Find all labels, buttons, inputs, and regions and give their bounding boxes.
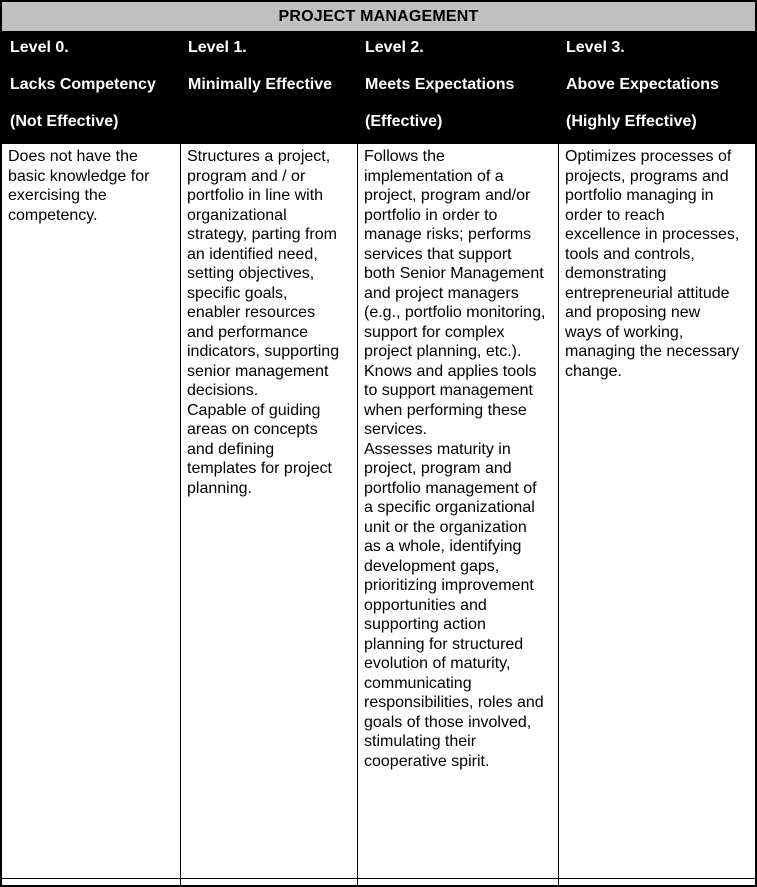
level-0-name: Lacks Competency: [10, 76, 156, 93]
header-cell-level-2: [357, 32, 558, 144]
stub-cell: [2, 879, 180, 885]
paragraph: Assesses maturity in project, program and portfolio management of a specific organizational unit or the organization as a whole, identifying development gaps, prioritizing improvement opportunities and supporting action planning for structured evolution of maturity, communicating responsibilities, roles and goals of those involved, stimulating their cooperative spirit.: [364, 440, 544, 770]
paragraph: Does not have the basic knowledge for exercising the competency.: [8, 148, 150, 224]
paragraph: Structures a project, program and / or portfolio in line with organizational strategy, parting from an identified need, setting objectives, specific goals, enabler resources and performance indicators, supporting senior management decisions.: [187, 148, 340, 399]
body-row: [2, 144, 755, 879]
level-2-name: Meets Expectations: [365, 76, 515, 93]
header-cell-level-3: [558, 32, 755, 144]
body-cell-level-0: [2, 144, 180, 878]
table-title-row: [2, 2, 755, 32]
body-cell-level-2: [357, 144, 558, 878]
level-2-qualifier: (Effective): [365, 113, 443, 130]
level-1-label: Level 1.: [188, 39, 247, 56]
table-title: PROJECT MANAGEMENT: [278, 7, 479, 25]
paragraph: Knows and applies tools to support management when performing these services.: [364, 362, 537, 438]
stub-cell: [558, 879, 755, 885]
header-cell-level-1: [180, 32, 357, 144]
body-cell-level-1: [180, 144, 357, 878]
header-cell-level-0: [2, 32, 180, 144]
next-row-stub: [2, 879, 755, 885]
header-row: [2, 32, 755, 144]
paragraph: Optimizes processes of projects, programs and portfolio managing in order to reach excellence in processes, tools and controls, demonstrating entrepreneurial attitude and proposing new ways of working, managing the necessary change.: [565, 148, 740, 380]
stub-cell: [180, 879, 357, 885]
level-3-name: Above Expectations: [566, 76, 719, 93]
body-cell-level-3: [558, 144, 755, 878]
stub-cell: [357, 879, 558, 885]
paragraph: Follows the implementation of a project, program and/or portfolio in order to manage risks; performs services that support both Senior Management and project managers (e.g., portfolio monitoring, support for complex project planning, etc.).: [364, 148, 546, 360]
level-0-qualifier: (Not Effective): [10, 113, 119, 130]
level-3-label: Level 3.: [566, 39, 625, 56]
level-0-label: Level 0.: [10, 39, 69, 56]
level-2-label: Level 2.: [365, 39, 424, 56]
paragraph: Capable of guiding areas on concepts and defining templates for project planning.: [187, 401, 332, 497]
level-3-qualifier: (Highly Effective): [566, 113, 697, 130]
level-1-name: Minimally Effective: [188, 76, 333, 93]
